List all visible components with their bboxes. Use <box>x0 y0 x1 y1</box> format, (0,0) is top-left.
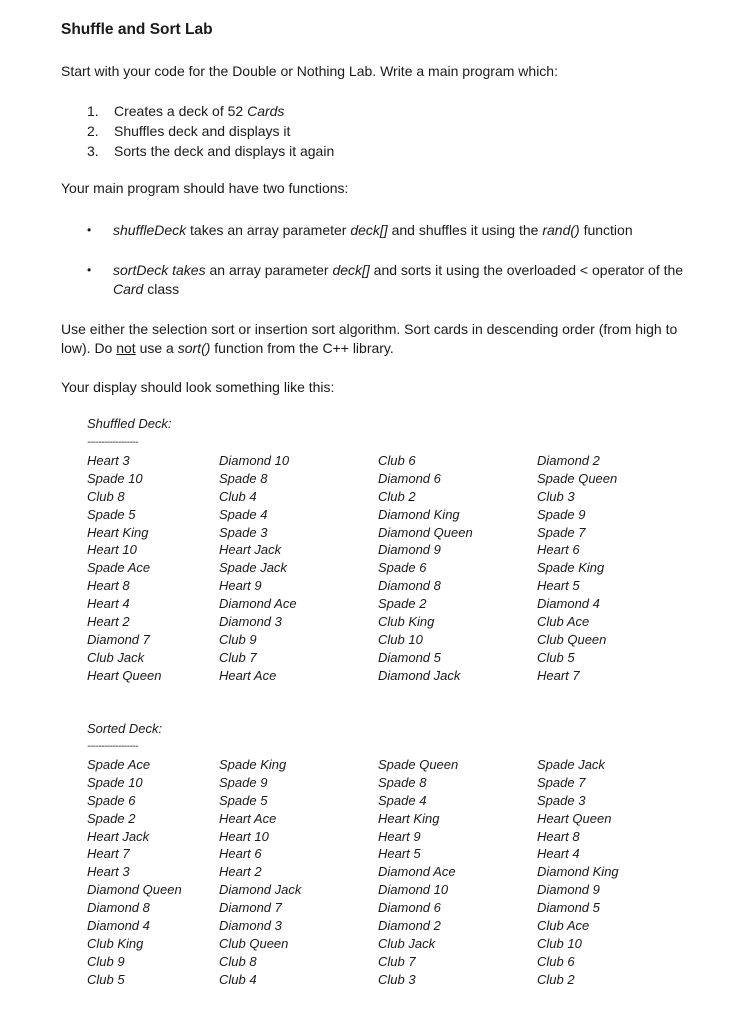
steps-list <box>87 101 334 161</box>
card-entry: Spade 2 <box>378 596 427 612</box>
card-entry: Club 3 <box>537 488 575 504</box>
card-entry: Heart 8 <box>537 828 580 844</box>
card-entry: Diamond 2 <box>537 453 600 468</box>
card-entry: Club 10 <box>378 631 423 647</box>
card-entry: Heart Queen <box>537 810 612 826</box>
list-item <box>87 141 334 161</box>
functions-intro: Your main program should have two functions: <box>61 180 349 196</box>
card-entry: Club 9 <box>87 953 125 969</box>
list-text: Creates a deck of 52 Cards <box>114 103 285 119</box>
card-entry: Spade 5 <box>219 792 268 808</box>
list-number: 2. <box>87 123 99 139</box>
card-entry: Spade 4 <box>219 506 268 522</box>
card-entry: Club 4 <box>219 488 257 504</box>
card-entry: Heart King <box>378 810 440 826</box>
card-entry: Heart 7 <box>87 846 130 862</box>
card-entry: Heart 6 <box>219 846 262 862</box>
bullet-dot: • <box>87 223 92 237</box>
card-entry: Diamond 8 <box>87 900 150 916</box>
card-entry: Diamond Jack <box>219 882 302 898</box>
card-entry: Club Queen <box>537 631 607 647</box>
card-entry: Heart 3 <box>87 453 130 468</box>
sorted-column-1 <box>87 756 182 989</box>
card-entry: Heart 4 <box>87 596 130 612</box>
page-title: Shuffle and Sort Lab <box>61 21 213 38</box>
card-entry: Heart 2 <box>219 864 262 880</box>
card-entry: Diamond King <box>537 864 619 880</box>
card-entry: Club 2 <box>537 971 575 987</box>
card-entry: Spade Jack <box>537 757 605 772</box>
card-entry: Club Jack <box>378 935 436 951</box>
shuffled-separator: ------------------ <box>87 437 138 448</box>
card-entry: Spade 3 <box>537 792 586 808</box>
list-item <box>87 121 334 141</box>
bullet-shuffle-deck <box>87 221 703 240</box>
sorted-separator: ------------------ <box>87 741 138 752</box>
card-entry: Heart King <box>87 524 149 540</box>
shuffled-column-3 <box>378 452 473 685</box>
card-entry: Heart Ace <box>219 810 277 826</box>
card-entry: Diamond Queen <box>378 524 473 540</box>
sorted-column-4 <box>537 756 619 989</box>
card-entry: Spade 5 <box>87 506 136 522</box>
card-entry: Club 5 <box>537 649 575 665</box>
sorted-deck-label: Sorted Deck: <box>87 721 163 736</box>
shuffled-column-4 <box>537 452 617 685</box>
card-entry: Spade Ace <box>87 560 151 576</box>
card-entry: Spade 2 <box>87 810 136 826</box>
card-entry: Diamond 9 <box>378 542 441 558</box>
intro-text: Start with your code for the Double or Nothing Lab. Write a main program which: <box>61 63 558 79</box>
display-intro: Your display should look something like this: <box>61 379 335 395</box>
bullet-sort-deck <box>87 261 703 299</box>
card-entry: Heart 2 <box>87 614 130 630</box>
card-entry: Diamond 2 <box>378 918 441 934</box>
card-entry: Spade 10 <box>87 774 143 790</box>
card-entry: Heart 9 <box>219 578 262 594</box>
card-entry: Spade 6 <box>378 560 427 576</box>
card-entry: Heart 9 <box>378 828 421 844</box>
card-entry: Diamond 8 <box>378 578 441 594</box>
shuffled-column-1 <box>87 452 161 685</box>
card-entry: Club Queen <box>219 935 289 951</box>
card-entry: Heart 6 <box>537 542 580 558</box>
card-entry: Heart Jack <box>87 828 150 844</box>
card-entry: Club 10 <box>537 935 582 951</box>
card-entry: Heart 8 <box>87 578 130 594</box>
card-entry: Diamond Ace <box>378 864 456 880</box>
shuffled-column-2 <box>219 452 297 685</box>
card-entry: Diamond 4 <box>537 596 600 612</box>
card-entry: Heart Ace <box>219 667 277 683</box>
card-entry: Spade 7 <box>537 774 586 790</box>
card-entry: Spade 10 <box>87 470 143 486</box>
card-entry: Heart Jack <box>219 542 282 558</box>
card-entry: Heart Queen <box>87 667 162 683</box>
card-entry: Club 8 <box>87 488 125 504</box>
card-entry: Diamond King <box>378 506 460 522</box>
card-entry: Club 5 <box>87 971 125 987</box>
sorted-column-2 <box>219 756 301 989</box>
sorted-column-3 <box>378 756 458 989</box>
card-entry: Club King <box>87 935 144 951</box>
list-item <box>87 101 334 121</box>
card-entry: Club 6 <box>378 453 416 468</box>
card-entry: Spade Jack <box>219 560 287 576</box>
card-entry: Heart 4 <box>537 846 580 862</box>
card-entry: Heart 3 <box>87 864 130 880</box>
card-entry: Diamond Jack <box>378 667 461 683</box>
list-number: 1. <box>87 103 99 119</box>
card-entry: Spade Ace <box>87 757 151 772</box>
bullet-text: shuffleDeck takes an array parameter deck[] and shuffles it using the rand() function <box>113 222 633 238</box>
card-entry: Diamond 5 <box>537 900 600 916</box>
card-entry: Diamond 5 <box>378 649 441 665</box>
card-entry: Club 4 <box>219 971 257 987</box>
card-entry: Club 3 <box>378 971 416 987</box>
card-entry: Spade 6 <box>87 792 136 808</box>
card-entry: Spade 8 <box>378 774 427 790</box>
card-entry: Club Ace <box>537 614 590 630</box>
card-entry: Diamond 10 <box>219 453 290 468</box>
card-entry: Heart 5 <box>537 578 580 594</box>
card-entry: Club 7 <box>219 649 257 665</box>
card-entry: Diamond 7 <box>219 900 282 916</box>
card-entry: Diamond 7 <box>87 631 150 647</box>
card-entry: Diamond 4 <box>87 918 150 934</box>
list-text: Shuffles deck and displays it <box>114 123 291 139</box>
card-entry: Club Jack <box>87 649 145 665</box>
list-text: Sorts the deck and displays it again <box>114 143 335 159</box>
card-entry: Spade 9 <box>219 774 268 790</box>
card-entry: Spade 3 <box>219 524 268 540</box>
card-entry: Club 2 <box>378 488 416 504</box>
card-entry: Spade 7 <box>537 524 586 540</box>
card-entry: Heart 7 <box>537 667 580 683</box>
card-entry: Diamond 3 <box>219 918 282 934</box>
card-entry: Diamond 6 <box>378 900 441 916</box>
card-entry: Spade King <box>219 757 287 772</box>
card-entry: Club King <box>378 614 435 630</box>
bullet-text: sortDeck takes an array parameter deck[] and sorts it using the overloaded < operator of the Card class <box>113 262 684 297</box>
card-entry: Club 7 <box>378 953 416 969</box>
card-entry: Diamond 3 <box>219 614 282 630</box>
card-entry: Diamond Ace <box>219 596 297 612</box>
card-entry: Diamond 10 <box>378 882 449 898</box>
card-entry: Spade 4 <box>378 792 427 808</box>
list-number: 3. <box>87 143 99 159</box>
card-entry: Spade Queen <box>378 757 459 772</box>
card-entry: Diamond 9 <box>537 882 600 898</box>
card-entry: Club Ace <box>537 918 590 934</box>
card-entry: Spade King <box>537 560 605 576</box>
bullet-dot: • <box>87 263 92 277</box>
card-entry: Spade Queen <box>537 470 618 486</box>
card-entry: Club 6 <box>537 953 575 969</box>
card-entry: Spade 8 <box>219 470 268 486</box>
card-entry: Heart 10 <box>219 828 269 844</box>
shuffled-deck-label: Shuffled Deck: <box>87 416 172 431</box>
card-entry: Spade 9 <box>537 506 586 522</box>
algorithm-paragraph: Use either the selection sort or insertion sort algorithm. Sort cards in descending order (from high to low). Do not use a sort() function from the C++ library. <box>61 321 678 356</box>
card-entry: Club 8 <box>219 953 257 969</box>
card-entry: Diamond Queen <box>87 882 182 898</box>
card-entry: Heart 5 <box>378 846 421 862</box>
card-entry: Club 9 <box>219 631 257 647</box>
card-entry: Diamond 6 <box>378 470 441 486</box>
card-entry: Heart 10 <box>87 542 137 558</box>
